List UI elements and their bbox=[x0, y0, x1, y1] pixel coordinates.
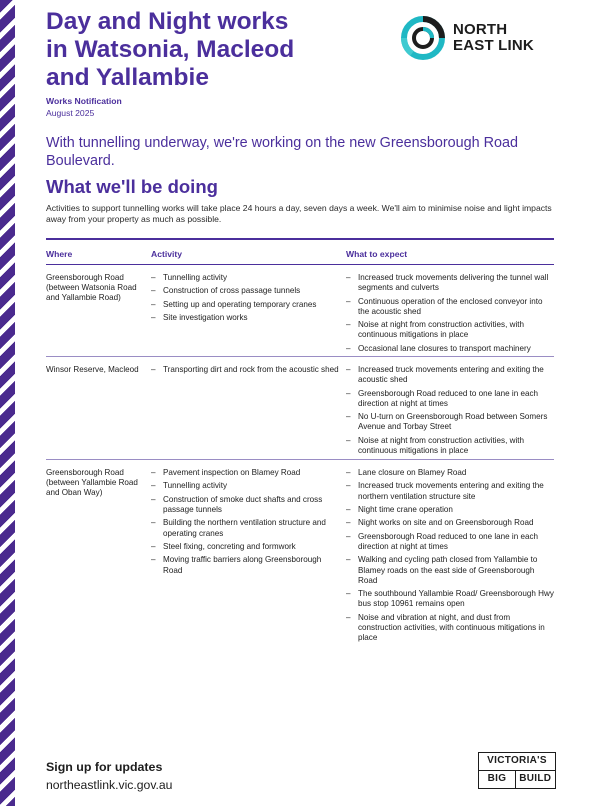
notice-label: Works Notification bbox=[46, 96, 122, 106]
list-item: – Increased truck movements entering and exiting the northern ventilation structure site bbox=[346, 481, 554, 501]
table-row bbox=[46, 460, 554, 685]
row-expectations bbox=[346, 365, 554, 459]
logo-line2: EAST LINK bbox=[453, 37, 534, 54]
list-item: – Construction of smoke duct shafts and cross passage tunnels bbox=[151, 495, 341, 515]
list-item: – Occasional lane closures to transport machinery bbox=[346, 344, 554, 354]
list-item: – Greensborough Road reduced to one lane in each direction at night at times bbox=[346, 532, 554, 552]
signup-heading: Sign up for updates bbox=[46, 760, 163, 774]
section-heading: What we'll be doing bbox=[46, 176, 218, 197]
decorative-stripe bbox=[0, 0, 15, 806]
list-item: – The southbound Yallambie Road/ Greensborough Hwy bus stop 10961 remains open bbox=[346, 589, 554, 609]
list-item: – Transporting dirt and rock from the acoustic shed bbox=[151, 365, 341, 375]
badge-top: VICTORIA'S bbox=[478, 752, 556, 771]
list-item: – Building the northern ventilation structure and operating cranes bbox=[151, 518, 341, 538]
row-where: Greensborough Road (between Yallambie Road and Oban Way) bbox=[46, 468, 138, 498]
badge-right: BUILD bbox=[515, 770, 557, 789]
row-activities bbox=[151, 273, 341, 327]
list-item: – Increased truck movements entering and exiting the acoustic shed bbox=[346, 365, 554, 385]
works-table bbox=[46, 238, 554, 685]
list-item: – Site investigation works bbox=[151, 313, 341, 323]
row-expectations bbox=[346, 273, 554, 357]
header-expect: What to expect bbox=[346, 249, 408, 259]
logo-wordmark bbox=[453, 22, 534, 54]
list-item: – Greensborough Road reduced to one lane in each direction at night at times bbox=[346, 389, 554, 409]
header-activity: Activity bbox=[151, 249, 183, 259]
list-item: – Continuous operation of the enclosed conveyor into the acoustic shed bbox=[346, 297, 554, 317]
title-line: and Yallambie bbox=[46, 64, 209, 91]
list-item: – Increased truck movements delivering the tunnel wall segments and culverts bbox=[346, 273, 554, 293]
list-item: – Noise at night from construction activities, with continuous mitigations in place bbox=[346, 436, 554, 456]
list-item: – Steel fixing, concreting and formwork bbox=[151, 542, 341, 552]
page-title bbox=[46, 8, 376, 92]
list-item: – Pavement inspection on Blamey Road bbox=[151, 468, 341, 478]
logo-ring-icon bbox=[398, 14, 448, 64]
section-description: Activities to support tunnelling works will take place 24 hours a day, seven days a week. We'll aim to minimise noise and light impacts away from your property as much as possible. bbox=[46, 203, 552, 224]
row-activities bbox=[151, 468, 341, 579]
list-item: – Lane closure on Blamey Road bbox=[346, 468, 554, 478]
list-item: – Construction of cross passage tunnels bbox=[151, 286, 341, 296]
row-activities bbox=[151, 365, 341, 378]
logo-line1: NORTH bbox=[453, 21, 508, 38]
north-east-link-logo bbox=[398, 14, 558, 62]
title-line: in Watsonia, Macleod bbox=[46, 36, 295, 63]
website-link[interactable]: northeastlink.vic.gov.au bbox=[46, 778, 173, 792]
list-item: – Night works on site and on Greensborough Road bbox=[346, 518, 554, 528]
row-where: Greensborough Road (between Watsonia Road and Yallambie Road) bbox=[46, 273, 137, 303]
list-item: – No U-turn on Greensborough Road between Somers Avenue and Torbay Street bbox=[346, 412, 554, 432]
list-item: – Setting up and operating temporary cranes bbox=[151, 300, 341, 310]
title-line: Day and Night works bbox=[46, 8, 289, 35]
list-item: – Walking and cycling path closed from Yallambie to Blamey roads on the east side of Greensborough Road bbox=[346, 555, 554, 586]
list-item: – Noise and vibration at night, and dust from construction activities, with continuous mitigations in place bbox=[346, 613, 554, 644]
list-item: – Moving traffic barriers along Greensborough Road bbox=[151, 555, 341, 575]
table-header bbox=[46, 240, 554, 265]
intro-text: With tunnelling underway, we're working on the new Greensborough Road Boulevard. bbox=[46, 135, 519, 169]
list-item: – Night time crane operation bbox=[346, 505, 554, 515]
table-row bbox=[46, 265, 554, 357]
badge-left: BIG bbox=[478, 770, 516, 789]
header-where: Where bbox=[46, 249, 73, 259]
notice-date: August 2025 bbox=[46, 108, 95, 118]
list-item: – Noise at night from construction activities, with continuous mitigations in place bbox=[346, 320, 554, 340]
row-expectations bbox=[346, 468, 554, 647]
table-row bbox=[46, 357, 554, 460]
victorias-big-build-logo bbox=[478, 752, 556, 792]
list-item: – Tunnelling activity bbox=[151, 273, 341, 283]
list-item: – Tunnelling activity bbox=[151, 481, 341, 491]
row-where: Winsor Reserve, Macleod bbox=[46, 365, 139, 374]
